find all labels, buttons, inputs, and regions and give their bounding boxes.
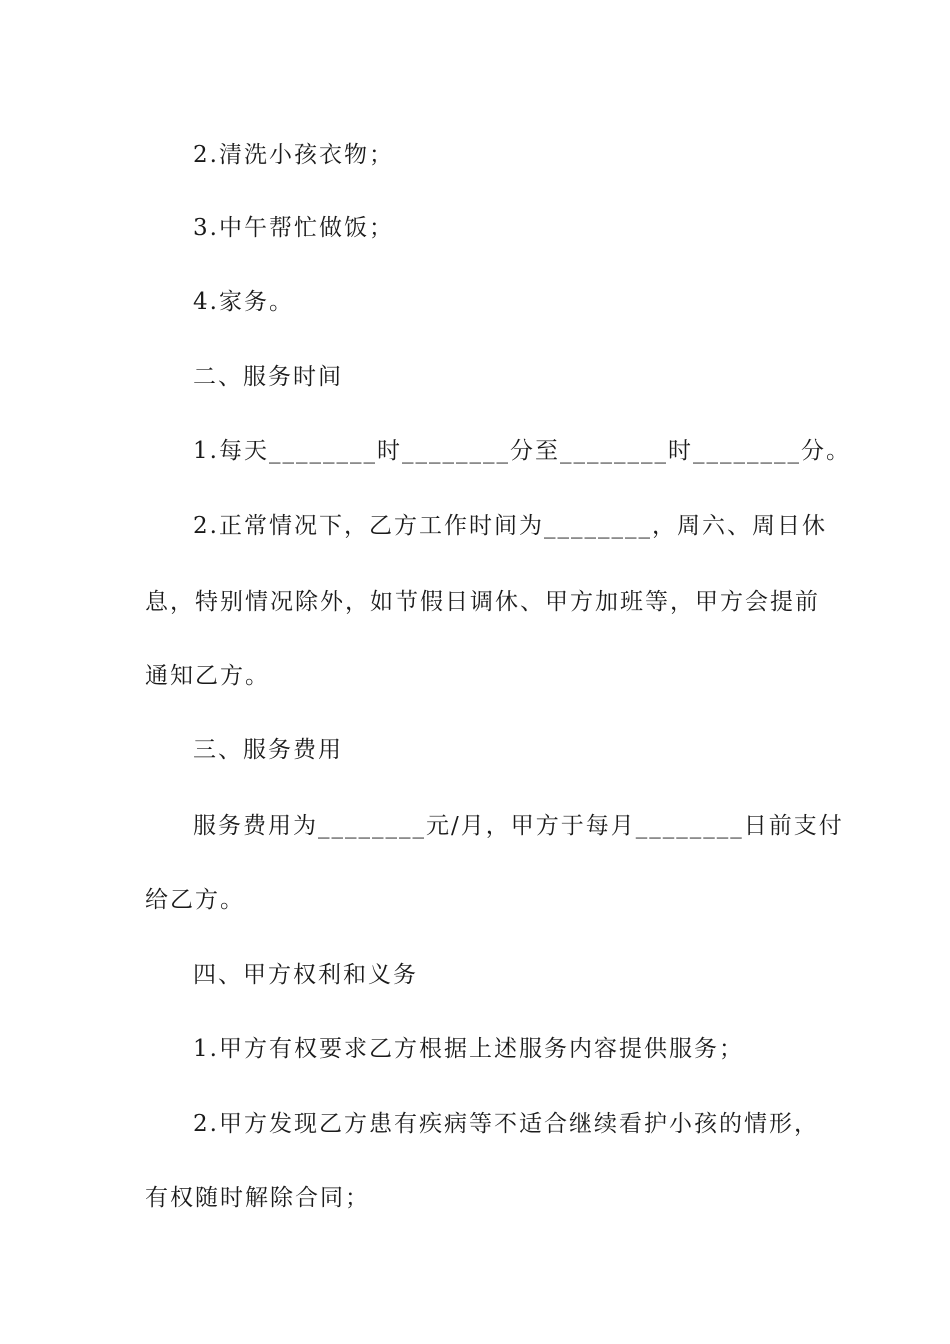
rights-item-1: 1.甲方有权要求乙方根据上述服务内容提供服务； [193, 1036, 744, 1062]
section-heading-service-time: 二、服务时间 [193, 364, 343, 390]
time-item-1: 1.每天________时________分至________时________分。 [193, 438, 851, 464]
section-heading-party-a-rights: 四、甲方权利和义务 [193, 962, 418, 988]
duty-item-3: 3.中午帮忙做饭； [193, 215, 394, 241]
fee-paragraph-line-1: 服务费用为________元/月，甲方于每月________日前支付 [193, 813, 844, 839]
duty-item-2: 2.清洗小孩衣物； [193, 142, 394, 168]
time-item-2-line-2: 息，特别情况除外，如节假日调休、甲方加班等，甲方会提前 [145, 589, 820, 615]
time-item-2-line-3: 通知乙方。 [145, 663, 270, 689]
time-item-2-line-1: 2.正常情况下，乙方工作时间为________，周六、周日休 [193, 513, 827, 539]
rights-item-2-line-1: 2.甲方发现乙方患有疾病等不适合继续看护小孩的情形， [193, 1111, 819, 1137]
rights-item-2-line-2: 有权随时解除合同； [145, 1185, 370, 1211]
section-heading-service-fee: 三、服务费用 [193, 737, 343, 763]
fee-paragraph-line-2: 给乙方。 [145, 887, 245, 913]
duty-item-4: 4.家务。 [193, 289, 294, 315]
